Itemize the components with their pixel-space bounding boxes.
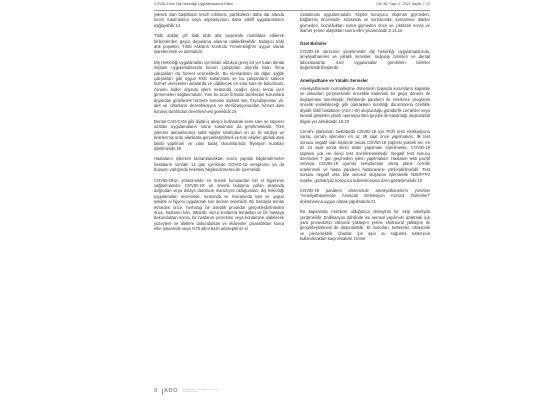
page-number: 8 bbox=[154, 388, 158, 394]
page-footer bbox=[154, 388, 294, 396]
header-divider bbox=[154, 10, 430, 11]
body-paragraph: ovalamaısı uygulanmalıdır. Kişisel koruyucu ekipman giymeden, bağlantısı öncesinde, sırasında ve sonrasında, kontamine alanlar giymeden, bozulduktan sonra giymeden önce ve çıktıktan sonra ve ikamet yerine ulaştıktan sonra eller yıkanmalıdır.2,14,15 bbox=[300, 12, 430, 34]
body-paragraph: Tıbbi atıklar çift katlı tıbbi atık poşetinde muhafaza edilerek birikimlerden geçici depolama alanına nakledilmelidir. Bulaşıcı tıbbi atık poşetleri, Tıbbi Atıkların Kontrolü Yönetmeliği'ne uygun olarak işaretlenmeli ve atılmalıdır. bbox=[154, 33, 284, 55]
journal-logo: ADO bbox=[164, 388, 179, 394]
left-text-column bbox=[154, 12, 284, 380]
body-paragraph: Cerrahi planlanan hastalarda COVID-19 için PCR testi endikasyonu varsa, cerrahi işlemden en az 48 saat önce yapılmalıdır. İlk test sonucu negatif olan kişilerde ancak COVID-19 şüphesi yüksek ise, en az 24 saat sonra ikinci testin yapılması önerilmekte, COVID-19 şüphesi yok ise ikinci test önerilmemektedir. Negatif test sonucu üzerinden 7 gün geçmeden işlem yapılmalıdır. Hastanın testi pozitif ve/veya COVID-19 uyumlu semptomları varsa planlı cerrahi ertelenmeli ve hasta pandemi hastanesine yönlendirilmelidir. Test sonucu negatif olsa bile aerosol oluşturan işlemlerde N95/FFP2 maske, gözlük/yüz koruyucu kullanılmasına özen gösterilmelidir.19 bbox=[300, 128, 430, 183]
right-text-column bbox=[300, 12, 430, 380]
body-paragraph: Diş Hekimliği uygulamaları içerisinde oldukça geniş bir yer tutan dental implant uygulamalarında kurum çalışanları dışında lisan firma çalışanları da hizmet vermektedir. Bu elemanların da diğer sağlık çalışanları gibi uygun KKE kullanması ve bu çalışanların sadece hizmet verecekleri alanlarda ve olabilecek en kısa süre ile bulunması, zorunlu haller dışında işlem sırasında ocağın çıkışı tercai içeri girmemeleri sağlanmalıdır. Yine bu tıcari firmalar tarafından kurumlara dışarıdan getirilecek hizmete sunulan implant seti, fizyodispenser vb. alet ve cihazların dezenfeksiyon ve sterilizasyonundan hizmet alan kuruluş tarafından denetlenmesi gereklidir.19 bbox=[154, 59, 284, 114]
body-paragraph: Dental CAD-CAM gibi dijital iş akışını kullanarak sene süre ve sayısını azaltan uygulamaların rutine sokulması da gerekmektedir. Tüm işlemler tamamlanmış sabit sipşler tarafından en az iki vardiya ve belirlenmiş ürün alanlarda gerçekleştirilmeli ve tüm ekipleri günlük ateş takibi yapılmalı ve ciasi bulaş durumlarında filyasyon kuralları işletilmelidir.19 bbox=[154, 118, 284, 151]
journal-logo-subtitle: Klinik Bilimler Dergisi ADO Journal of Clinical Sciences bbox=[182, 388, 218, 394]
body-paragraph: yüksek olan başlıkların tercih edilmesi, partiküllerin daha dar alanda sınırlı tutulmasına veya aspirasyonun daha etkilif uygulanmasını sağlayabilir.14 bbox=[154, 12, 284, 28]
footer-separator bbox=[162, 389, 163, 395]
body-paragraph: Hastaların işlemleri tamamlandıktan sonra yapılan bilgilendirmeler hastaların sonraki 14 gün içerisinde COVID-19 semptomu ya da bulaşını varlığında hekimini bilgilendirmesini de içermelidir. bbox=[154, 156, 284, 173]
section-heading: Özel Birimler bbox=[300, 40, 327, 46]
section-heading: Ameliyathane ve Yataklı Servisler bbox=[300, 77, 368, 83]
body-paragraph: Bu kapsamda mümkün olduğunca deneyimli bir ekip ameliyatı yürütmelidir. Endikasyon dahilinde ise aerosol yayılımını azaltmak için yara prosedürün intraoral yaklaşım yerine ekstraoral yaklaşım ile gerçekleştirilmesi de düşünülebilir. El motorları, testereler, ultrasonik ve piezoelektrik cihazlar için aşırı su soğutma sisteminin kullanılmaktan kaçınılmalıdır. Döner bbox=[300, 209, 430, 242]
body-paragraph: Ameliyathanede normalleşme döneminin başında kurumların kapasite ve imkanları çerçevesinde öncelikle kademeli bir geçiş dönemi ile başlanması önerilmiştir. Rehberde pandemi ile ertelenen programlı öncelik verilebileceği gibi olanakların kısıtlılığı durumlarına özellikle diyalis riskli hastaların (ASA I-III) oluşturduğu günübirlik cerrahiler veya tanısal girişimler planlı operasyonlara geçişte ilk basamağı oluşturabilir bilgisi yer almaktadır.19,20 bbox=[300, 86, 430, 124]
body-paragraph: COVID-19'un yönetiminde en önemli konulardan biri el hijyeninin sağlanmasıdır. COVID-19' un önemli bulaşma yolları arasında doğrudan veya dolaylı damlacık maruziyeti olduğundan, diş hekimliği uygulamaları öncesinde, sırasında ve sonrasında tam ve uygun şekilde el hijyeni uygulamak son derece önemlidir. Bir hastayla temas etmeden önce, herhangi bir aseptik prosedür gerçekleştirilmeden önce, hastanın kan, tükürük, vücut sıvılarına temastan ve bir hastaya dokunduktan sonra, bir hastanın çevresine veya kontamine olabilecek yüzeylere ve aletlere dokunduktan ve eldivenler çıkarıldıktan sonra eller yıkanmalı veya %70 alkol bazlı antiseptik ile el bbox=[154, 177, 284, 232]
body-paragraph: COVID-19 sürecinin yönetiminde diş hekimliği uygulamalarında, ameliyathaneler ve yataklı servisler, radyoloji birimleri ve dental laboratuvarlar özel uygulamalar gerekliren birimler değerlendirilmişlerdir. bbox=[300, 49, 430, 71]
header-volume-info: Cilt: 50, Sayı: 1, 2021 Sayfa: 7-12 bbox=[376, 2, 430, 6]
header-article-title: COVID-19'un Diş Hekimliği Uygulamalarına Etkisi bbox=[154, 2, 233, 6]
body-paragraph: COVID-19 pandemi döneminde ameliyathanelerin yönetimi "Ameliyathanelerde Alınacak Enfeksiyon Kontrol Önlemleri" dokümanına uygun olarak yapılmalıdır.21 bbox=[300, 187, 430, 204]
running-header bbox=[154, 2, 430, 10]
